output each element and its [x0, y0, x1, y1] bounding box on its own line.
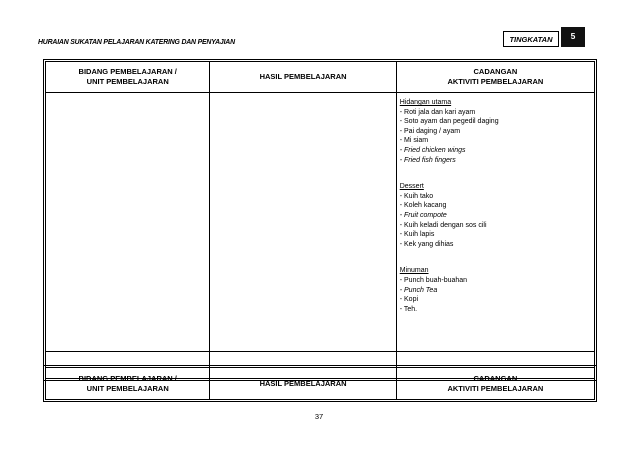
- tingkatan-label: TINGKATAN: [503, 31, 559, 47]
- header-cadangan-line1: CADANGAN: [473, 67, 518, 76]
- group-title: Hidangan utama: [399, 99, 452, 106]
- group-title: Dessert: [399, 183, 424, 191]
- list-item: - Soto ayam dan pegedil daging: [399, 118, 499, 126]
- list-item: - Kopi: [399, 296, 419, 304]
- table-header-row: [46, 62, 594, 93]
- list-item: - Teh.: [399, 305, 418, 313]
- list-item: - Koleh kacang: [399, 202, 447, 210]
- header-bidang-pembelajaran: [46, 62, 210, 92]
- group-hidangan-utama: [400, 98, 591, 165]
- header-cadangan-line1: CADANGAN: [473, 373, 518, 383]
- tingkatan-number: 5: [561, 27, 585, 47]
- list-item: - Kuih keladi dengan sos cili: [399, 221, 487, 229]
- list-item: - Mi siam: [399, 137, 429, 145]
- header-bidang-line2: UNIT PEMBELAJARAN: [86, 383, 169, 393]
- list-item: - Punch Tea: [399, 286, 438, 294]
- header-cadangan-line2: AKTIVITI PEMBELAJARAN: [447, 383, 544, 393]
- cell-cadangan-aktiviti: [397, 93, 594, 351]
- header-bidang-line2: UNIT PEMBELAJARAN: [86, 77, 169, 86]
- list-item: - Punch buah-buahan: [399, 276, 468, 284]
- document-title: HURAIAN SUKATAN PELAJARAN KATERING DAN PENYAJIAN: [38, 37, 235, 46]
- header-cadangan-line2: AKTIVITI PEMBELAJARAN: [447, 77, 544, 86]
- list-item: - Fruit compote: [399, 211, 447, 219]
- group-minuman: [400, 266, 591, 314]
- header-bidang-pembelajaran: [46, 368, 210, 399]
- list-item: - Pai daging / ayam: [399, 127, 461, 135]
- page-number: 37: [314, 412, 324, 421]
- group-title: Minuman: [399, 267, 429, 275]
- header-cadangan-aktiviti: [397, 62, 594, 92]
- list-item: - Kek yang dihias: [399, 240, 454, 248]
- header-bidang-line1: BIDANG PEMBELAJARAN /: [78, 373, 177, 383]
- list-item: - Kuih lapis: [399, 231, 435, 239]
- cell-bidang-pembelajaran: [46, 93, 210, 351]
- syllabus-table: [45, 61, 595, 379]
- group-dessert: [400, 182, 591, 249]
- list-item: - Kuih tako: [399, 192, 434, 200]
- header-hasil-pembelajaran: HASIL PEMBELAJARAN: [210, 62, 396, 92]
- header-hasil-pembelajaran: HASIL PEMBELAJARAN: [210, 368, 396, 399]
- header-bidang-line1: BIDANG PEMBELAJARAN /: [78, 67, 177, 76]
- header-cadangan-aktiviti: [397, 368, 594, 399]
- table-header-row: [46, 368, 594, 399]
- list-item: - Fried fish fingers: [399, 156, 456, 164]
- syllabus-table-next: [45, 367, 595, 400]
- list-item: - Roti jala dan kari ayam: [399, 108, 476, 116]
- list-item: - Fried chicken wings: [399, 146, 466, 154]
- cell-hasil-pembelajaran: [210, 93, 396, 351]
- table-body-row: [46, 93, 594, 352]
